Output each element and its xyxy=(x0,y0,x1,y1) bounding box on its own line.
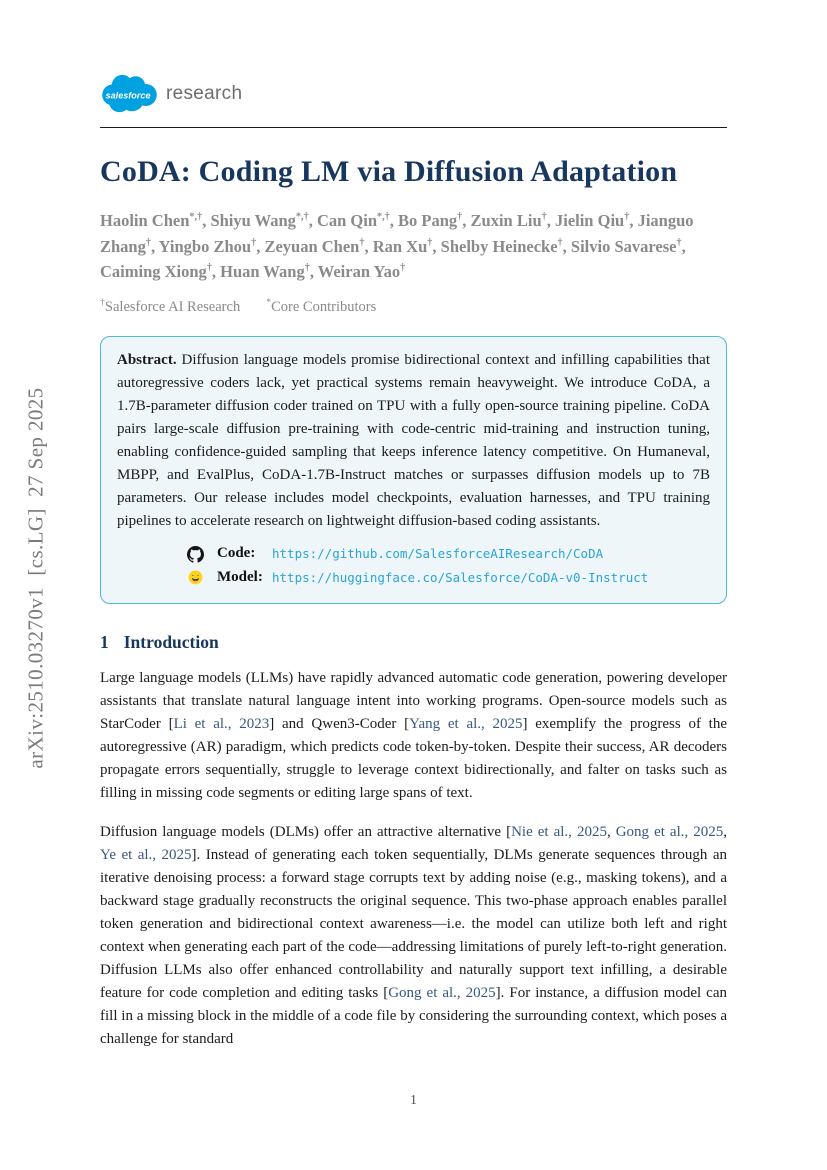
model-link-row xyxy=(187,566,710,590)
affiliation-core-contributors: *Core Contributors xyxy=(266,297,377,316)
author: Shiyu Wang*,† xyxy=(210,211,309,230)
logo-research-label: research xyxy=(166,83,243,104)
citation-link[interactable]: Yang et al., 2025 xyxy=(409,716,523,733)
affiliations xyxy=(100,298,727,317)
author: Silvio Savarese† xyxy=(570,236,682,256)
arxiv-watermark: arXiv:2510.03270v1 [cs.LG] 27 Sep 2025 xyxy=(23,387,48,769)
code-link[interactable]: https://github.com/SalesforceAIResearch/CoDA xyxy=(272,546,604,562)
affiliation-salesforce: †Salesforce AI Research xyxy=(100,297,241,316)
author-list: Haolin Chen*,†, Shiyu Wang*,†, Can Qin*,†, Bo Pang†, Zuxin Liu†, Jielin Qiu†, Jianguo Zhang†, Yingbo Zhou†, Zeyuan Chen†, Ran Xu†, Shelby Heinecke†, Silvio Savarese†, Caiming Xiong†, Huan Wang†, Weiran Yao† xyxy=(100,211,694,281)
huggingface-icon xyxy=(187,569,204,586)
citation-link[interactable]: Nie et al., 2025 xyxy=(511,824,607,841)
paragraph-text: Large language models (LLMs) have rapidly advanced automatic code generation, powering developer assistants that translate natural language intent into working programs. Open-source models such as StarCoder [ xyxy=(100,670,727,733)
github-icon xyxy=(187,546,204,563)
model-label: Model: xyxy=(217,568,263,585)
paragraph-text: ] exemplify the progress of the autoregressive (AR) paradigm, which predicts code token-by-token. Despite their success, AR decoders propagate errors sequentially, struggle to leverage context bidirectionally, and falter on tasks such as filling in missing code segments or editing large spans of text. xyxy=(100,716,728,802)
author: Bo Pang† xyxy=(398,211,463,230)
salesforce-research-logo xyxy=(100,72,727,116)
section-title: Introduction xyxy=(123,632,219,653)
author: Zeyuan Chen† xyxy=(264,236,365,256)
author: Yingbo Zhou† xyxy=(158,236,257,256)
resource-links xyxy=(187,542,710,589)
author: Zuxin Liu† xyxy=(470,211,547,230)
section-heading-introduction xyxy=(100,632,727,653)
abstract-paragraph xyxy=(117,349,710,533)
author: Jianguo Zhang† xyxy=(100,211,694,256)
author: Can Qin*,† xyxy=(316,211,390,230)
author: Caiming Xiong† xyxy=(100,262,212,281)
paragraph-text: ] and Qwen3-Coder [ xyxy=(269,716,410,733)
content-column xyxy=(100,0,727,1051)
author: Shelby Heinecke† xyxy=(440,236,563,256)
paragraph-text: ]. Instead of generating each token sequentially, DLMs generate sequences through an iterative denoising process: a forward stage corrupts text by adding noise (e.g., masking tokens), and a backward stage gradually reconstructs the original sequence. This two-phase approach enables parallel token generation and bidirectional context awareness—i.e. the model can utilize both left and right context when generating each part of the code—addressing limitations of purely left-to-right generation. Diffusion LLMs also offer enhanced controllability and naturally support text infilling, a desirable feature for code completion and editing tasks [ xyxy=(100,847,727,1002)
header-divider xyxy=(100,127,727,128)
author: Jielin Qiu† xyxy=(554,211,630,230)
logo-wordmark: salesforce xyxy=(105,90,151,101)
author: Ran Xu† xyxy=(372,236,433,256)
model-link[interactable]: https://huggingface.co/Salesforce/CoDA-v0-Instruct xyxy=(272,569,649,585)
citation-link[interactable]: Li et al., 2023 xyxy=(173,716,270,733)
intro-paragraph-1 xyxy=(100,667,727,805)
paragraph-text: Diffusion language models (DLMs) offer an attractive alternative [ xyxy=(100,824,512,841)
abstract-label: Abstract. xyxy=(117,352,177,369)
author: Huan Wang† xyxy=(220,262,310,281)
paragraph-text: ]. For instance, a diffusion model can fill in a missing block in the middle of a code file by considering the surrounding context, which poses a challenge for standard xyxy=(100,985,727,1048)
paragraph-text: , xyxy=(606,824,616,841)
code-label: Code: xyxy=(217,545,256,562)
page-number: 1 xyxy=(410,1092,417,1107)
abstract-box xyxy=(100,336,727,604)
citation-link[interactable]: Gong et al., 2025 xyxy=(615,824,724,841)
author: Haolin Chen*,† xyxy=(100,211,203,230)
intro-paragraph-2 xyxy=(100,821,727,1051)
abstract-body-text: Diffusion language models promise bidirectional context and infilling capabilities that autoregressive coders lack, yet practical systems remain heavyweight. We introduce CoDA, a 1.7B-parameter diffusion coder trained on TPU with a fully open-source training pipeline. CoDA pairs large-scale diffusion pre-training with code-centric mid-training and instruction tuning, enabling confidence-guided sampling that keeps inference latency competitive. On Humaneval, MBPP, and EvalPlus, CoDA-1.7B-Instruct matches or surpasses diffusion models up to 7B parameters. Our release includes model checkpoints, evaluation harnesses, and TPU training pipelines to accelerate research on lightweight diffusion-based coding assistants. xyxy=(117,352,711,530)
paper-title: CoDA: Coding LM via Diffusion Adaptation xyxy=(100,155,678,188)
citation-link[interactable]: Ye et al., 2025 xyxy=(100,847,192,864)
citation-link[interactable]: Gong et al., 2025 xyxy=(388,985,496,1002)
author: Weiran Yao† xyxy=(317,262,406,281)
salesforce-cloud-icon xyxy=(100,72,158,116)
paragraph-text: , xyxy=(723,824,727,841)
code-link-row xyxy=(187,542,710,566)
section-number: 1 xyxy=(100,632,109,653)
